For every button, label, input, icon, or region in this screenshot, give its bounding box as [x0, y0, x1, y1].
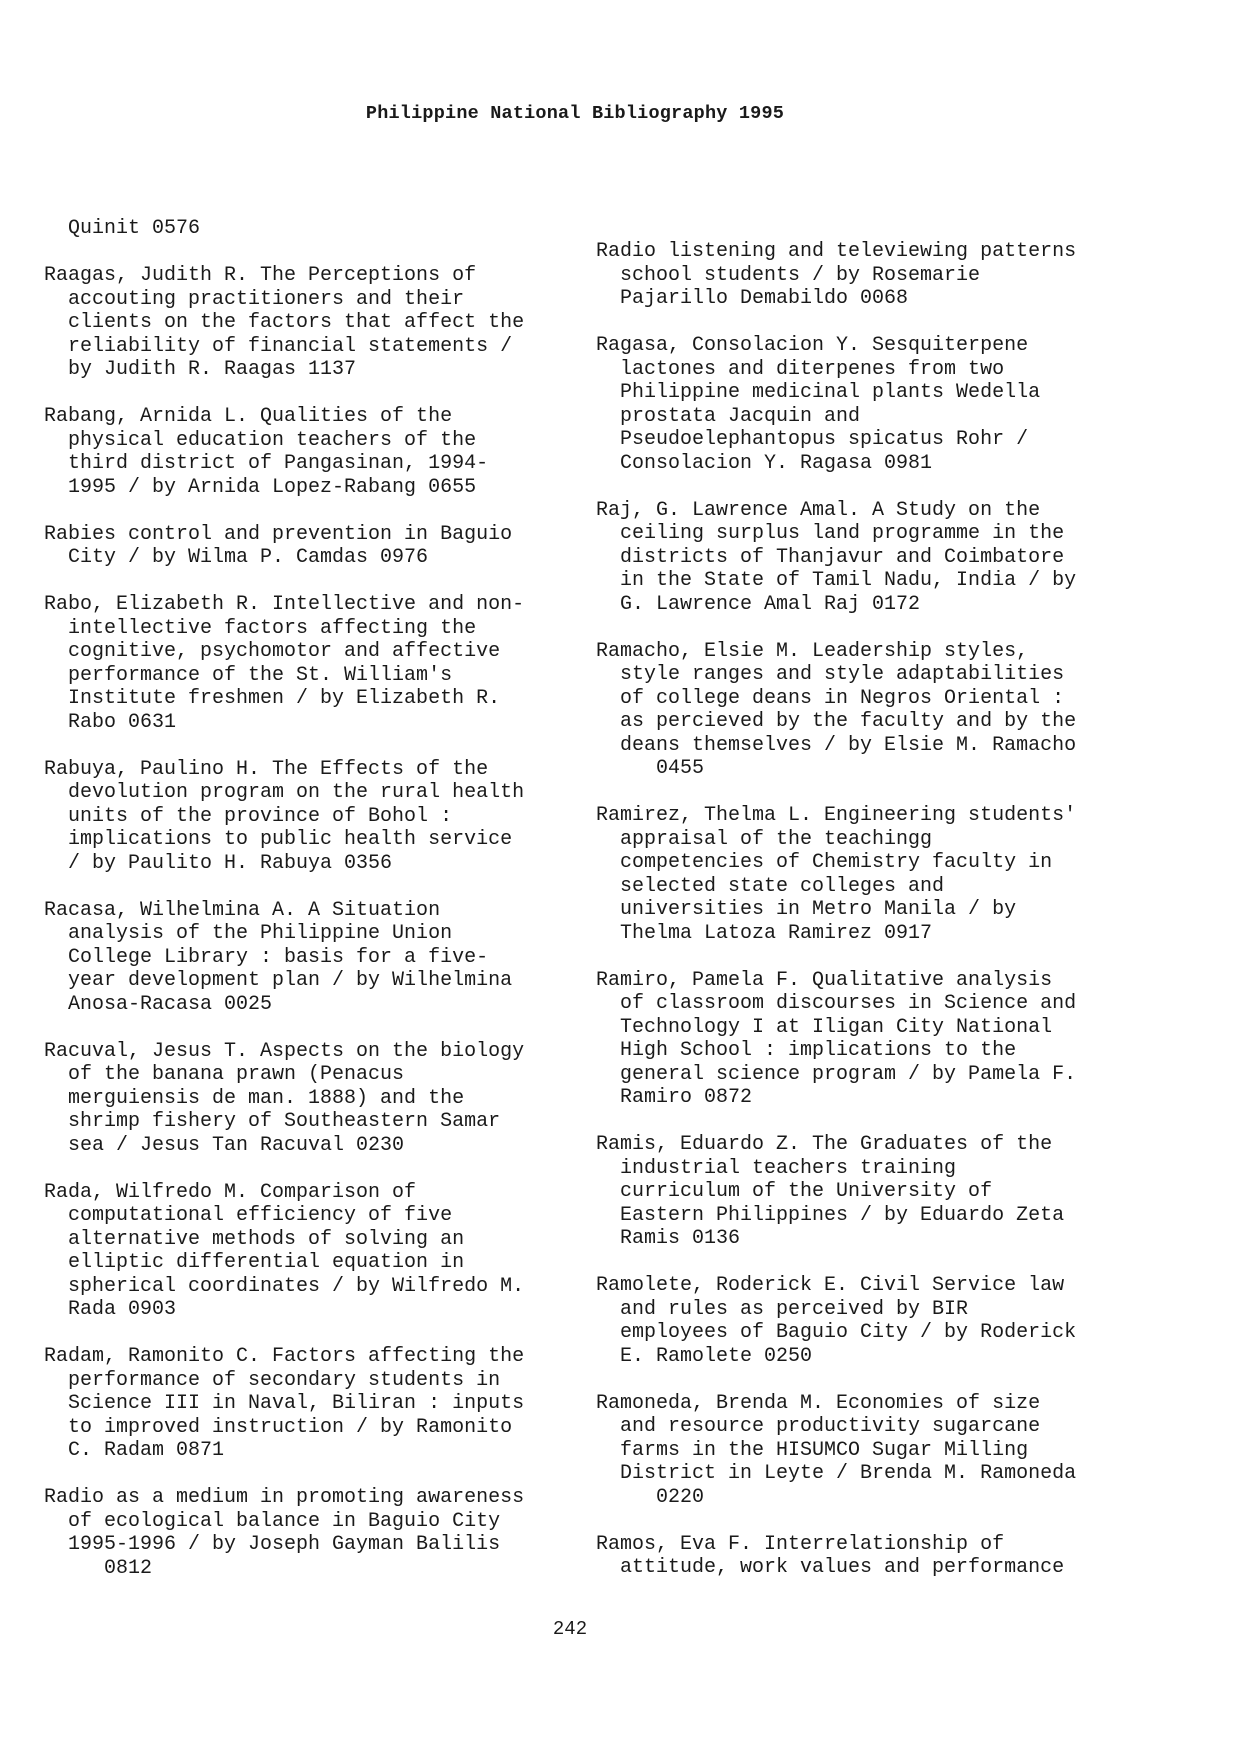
- bibliography-entry: [596, 640, 1116, 781]
- entry-line: alternative methods of solving an: [44, 1227, 465, 1251]
- bibliography-entry: [596, 1133, 1116, 1251]
- entry-line: appraisal of the teachingg: [596, 827, 933, 851]
- entry-line: High School : implications to the: [596, 1039, 1017, 1062]
- bibliography-entry: [596, 1392, 1116, 1510]
- entry-line: by Judith R. Raagas 1137: [44, 358, 357, 381]
- entry-line: Raj, G. Lawrence Amal. A Study on the: [596, 498, 1041, 522]
- entry-line: Radio as a medium in promoting awareness: [44, 1486, 525, 1509]
- entry-line: physical education teachers of the: [44, 428, 477, 452]
- entry-line: farms in the HISUMCO Sugar Milling: [596, 1438, 1029, 1462]
- entry-line: accouting practitioners and their: [44, 287, 465, 311]
- entry-line: school students / by Rosemarie: [596, 263, 981, 287]
- entry-line: Radio listening and televiewing patterns: [596, 240, 1077, 263]
- entry-line: general science program / by Pamela F.: [596, 1062, 1077, 1086]
- entry-line: ceiling surplus land programme in the: [596, 522, 1065, 545]
- entry-line: of the banana prawn (Penacus: [44, 1063, 405, 1086]
- entry-line: Rabo, Elizabeth R. Intellective and non-: [44, 593, 525, 616]
- entry-line: implications to public health service: [44, 828, 513, 851]
- entry-line: C. Radam 0871: [44, 1439, 225, 1462]
- entry-line: spherical coordinates / by Wilfredo M.: [44, 1274, 525, 1298]
- entry-line: Ramiro 0872: [596, 1086, 753, 1109]
- entry-line: intellective factors affecting the: [44, 616, 477, 640]
- entry-line: Anosa-Racasa 0025: [44, 992, 273, 1016]
- entry-line: 0220: [596, 1485, 705, 1509]
- entry-line: reliability of financial statements /: [44, 334, 513, 358]
- entry-line: 1995-1996 / by Joseph Gayman Balilis: [44, 1533, 501, 1556]
- entry-line: universities in Metro Manila / by: [596, 898, 1017, 921]
- entry-line: selected state colleges and: [596, 874, 945, 898]
- entry-line: G. Lawrence Amal Raj 0172: [596, 592, 921, 616]
- entry-line: Rabang, Arnida L. Qualities of the: [44, 405, 453, 428]
- entry-line: industrial teachers training: [596, 1156, 957, 1180]
- entry-line: Institute freshmen / by Elizabeth R.: [44, 687, 501, 710]
- entry-line: District in Leyte / Brenda M. Ramoneda: [596, 1462, 1077, 1485]
- entry-line: Rada, Wilfredo M. Comparison of: [44, 1180, 417, 1204]
- page-title: Philippine National Bibliography 1995: [365, 103, 785, 124]
- entry-line: year development plan / by Wilhelmina: [44, 969, 513, 992]
- entry-line: Rada 0903: [44, 1298, 177, 1321]
- right-column: [596, 240, 1116, 1580]
- entry-line: curriculum of the University of: [596, 1180, 993, 1203]
- bibliography-entry: [44, 523, 564, 570]
- entry-line: 0455: [596, 757, 705, 780]
- bibliography-entry: [44, 1345, 564, 1463]
- entry-line: units of the province of Bohol :: [44, 804, 453, 828]
- entry-line: in the State of Tamil Nadu, India / by: [596, 569, 1077, 592]
- bibliography-entry: [596, 334, 1116, 475]
- entry-line: devolution program on the rural health: [44, 781, 525, 804]
- entry-line: Raagas, Judith R. The Perceptions of: [44, 264, 477, 287]
- entry-line: Eastern Philippines / by Eduardo Zeta: [596, 1203, 1065, 1227]
- entry-line: Technology I at Iligan City National: [596, 1015, 1053, 1039]
- entry-line: Ramis 0136: [596, 1227, 741, 1250]
- bibliography-entry: [44, 264, 564, 382]
- page-number: 242: [552, 1618, 588, 1640]
- entry-line: Ragasa, Consolacion Y. Sesquiterpene: [596, 334, 1029, 357]
- bibliography-entry: [44, 1181, 564, 1322]
- entry-line: Ramacho, Elsie M. Leadership styles,: [596, 639, 1029, 663]
- entry-line: attitude, work values and performance: [596, 1556, 1065, 1579]
- entry-line: Quinit 0576: [44, 217, 201, 240]
- bibliography-entry: [44, 1486, 564, 1580]
- entry-line: districts of Thanjavur and Coimbatore: [596, 545, 1065, 569]
- bibliography-entry: [44, 899, 564, 1017]
- entry-line: style ranges and style adaptabilities: [596, 663, 1065, 686]
- bibliography-entry: [596, 969, 1116, 1110]
- bibliography-entry: [596, 1533, 1116, 1580]
- bibliography-entry: [44, 1040, 564, 1158]
- entry-line: as percieved by the faculty and by the: [596, 710, 1077, 733]
- entry-line: Rabies control and prevention in Baguio: [44, 522, 513, 546]
- entry-line: of ecological balance in Baguio City: [44, 1509, 501, 1533]
- entry-line: merguiensis de man. 1888) and the: [44, 1086, 465, 1110]
- entry-line: Ramolete, Roderick E. Civil Service law: [596, 1274, 1065, 1297]
- bibliography-entry: [44, 593, 564, 734]
- entry-line: clients on the factors that affect the: [44, 311, 525, 334]
- entry-line: and rules as perceived by BIR: [596, 1297, 969, 1321]
- bibliography-entry: [596, 804, 1116, 945]
- entry-line: Ramirez, Thelma L. Engineering students': [596, 804, 1077, 827]
- entry-line: 1995 / by Arnida Lopez-Rabang 0655: [44, 475, 477, 499]
- entry-line: cognitive, psychomotor and affective: [44, 640, 501, 663]
- entry-line: Radam, Ramonito C. Factors affecting the: [44, 1345, 525, 1368]
- entry-line: Philippine medicinal plants Wedella: [596, 381, 1041, 404]
- entry-line: analysis of the Philippine Union: [44, 922, 453, 945]
- entry-line: Ramoneda, Brenda M. Economies of size: [596, 1391, 1041, 1415]
- entry-line: Pajarillo Demabildo 0068: [596, 287, 909, 310]
- entry-line: Ramiro, Pamela F. Qualitative analysis: [596, 968, 1053, 992]
- entry-line: competencies of Chemistry faculty in: [596, 851, 1053, 874]
- entry-line: elliptic differential equation in: [44, 1251, 465, 1274]
- left-column: [44, 217, 564, 1580]
- bibliography-entry: [44, 405, 564, 499]
- entry-line: Thelma Latoza Ramirez 0917: [596, 921, 933, 945]
- entry-line: Racuval, Jesus T. Aspects on the biology: [44, 1039, 525, 1063]
- entry-line: Rabuya, Paulino H. The Effects of the: [44, 757, 489, 781]
- entry-line: / by Paulito H. Rabuya 0356: [44, 851, 393, 875]
- entry-line: third district of Pangasinan, 1994-: [44, 452, 489, 475]
- entry-line: sea / Jesus Tan Racuval 0230: [44, 1133, 405, 1157]
- entry-line: 0812: [44, 1556, 153, 1580]
- bibliography-entry: [44, 758, 564, 876]
- entry-line: City / by Wilma P. Camdas 0976: [44, 546, 429, 569]
- entry-line: of classroom discourses in Science and: [596, 992, 1077, 1015]
- bibliography-entry: [596, 499, 1116, 617]
- entry-line: and resource productivity sugarcane: [596, 1415, 1041, 1438]
- entry-line: E. Ramolete 0250: [596, 1344, 813, 1368]
- entry-line: to improved instruction / by Ramonito: [44, 1415, 513, 1439]
- entry-line: computational efficiency of five: [44, 1204, 453, 1227]
- entry-line: prostata Jacquin and: [596, 404, 861, 428]
- entry-line: deans themselves / by Elsie M. Ramacho: [596, 733, 1077, 757]
- entry-line: Racasa, Wilhelmina A. A Situation: [44, 898, 441, 922]
- entry-line: Rabo 0631: [44, 710, 177, 734]
- entry-line: employees of Baguio City / by Roderick: [596, 1321, 1077, 1344]
- entry-line: performance of secondary students in: [44, 1368, 501, 1392]
- bibliography-entry: [596, 240, 1116, 311]
- bibliography-entry: [44, 217, 564, 241]
- bibliography-entry: [596, 1274, 1116, 1368]
- entry-line: of college deans in Negros Oriental :: [596, 686, 1065, 710]
- entry-line: performance of the St. William's: [44, 663, 453, 687]
- entry-line: Science III in Naval, Biliran : inputs: [44, 1392, 525, 1415]
- entry-line: shrimp fishery of Southeastern Samar: [44, 1110, 501, 1133]
- entry-line: Pseudoelephantopus spicatus Rohr /: [596, 428, 1029, 451]
- entry-line: Consolacion Y. Ragasa 0981: [596, 451, 933, 475]
- entry-line: College Library : basis for a five-: [44, 945, 489, 969]
- entry-line: Ramis, Eduardo Z. The Graduates of the: [596, 1133, 1053, 1156]
- entry-line: lactones and diterpenes from two: [596, 357, 1005, 381]
- entry-line: Ramos, Eva F. Interrelationship of: [596, 1532, 1005, 1556]
